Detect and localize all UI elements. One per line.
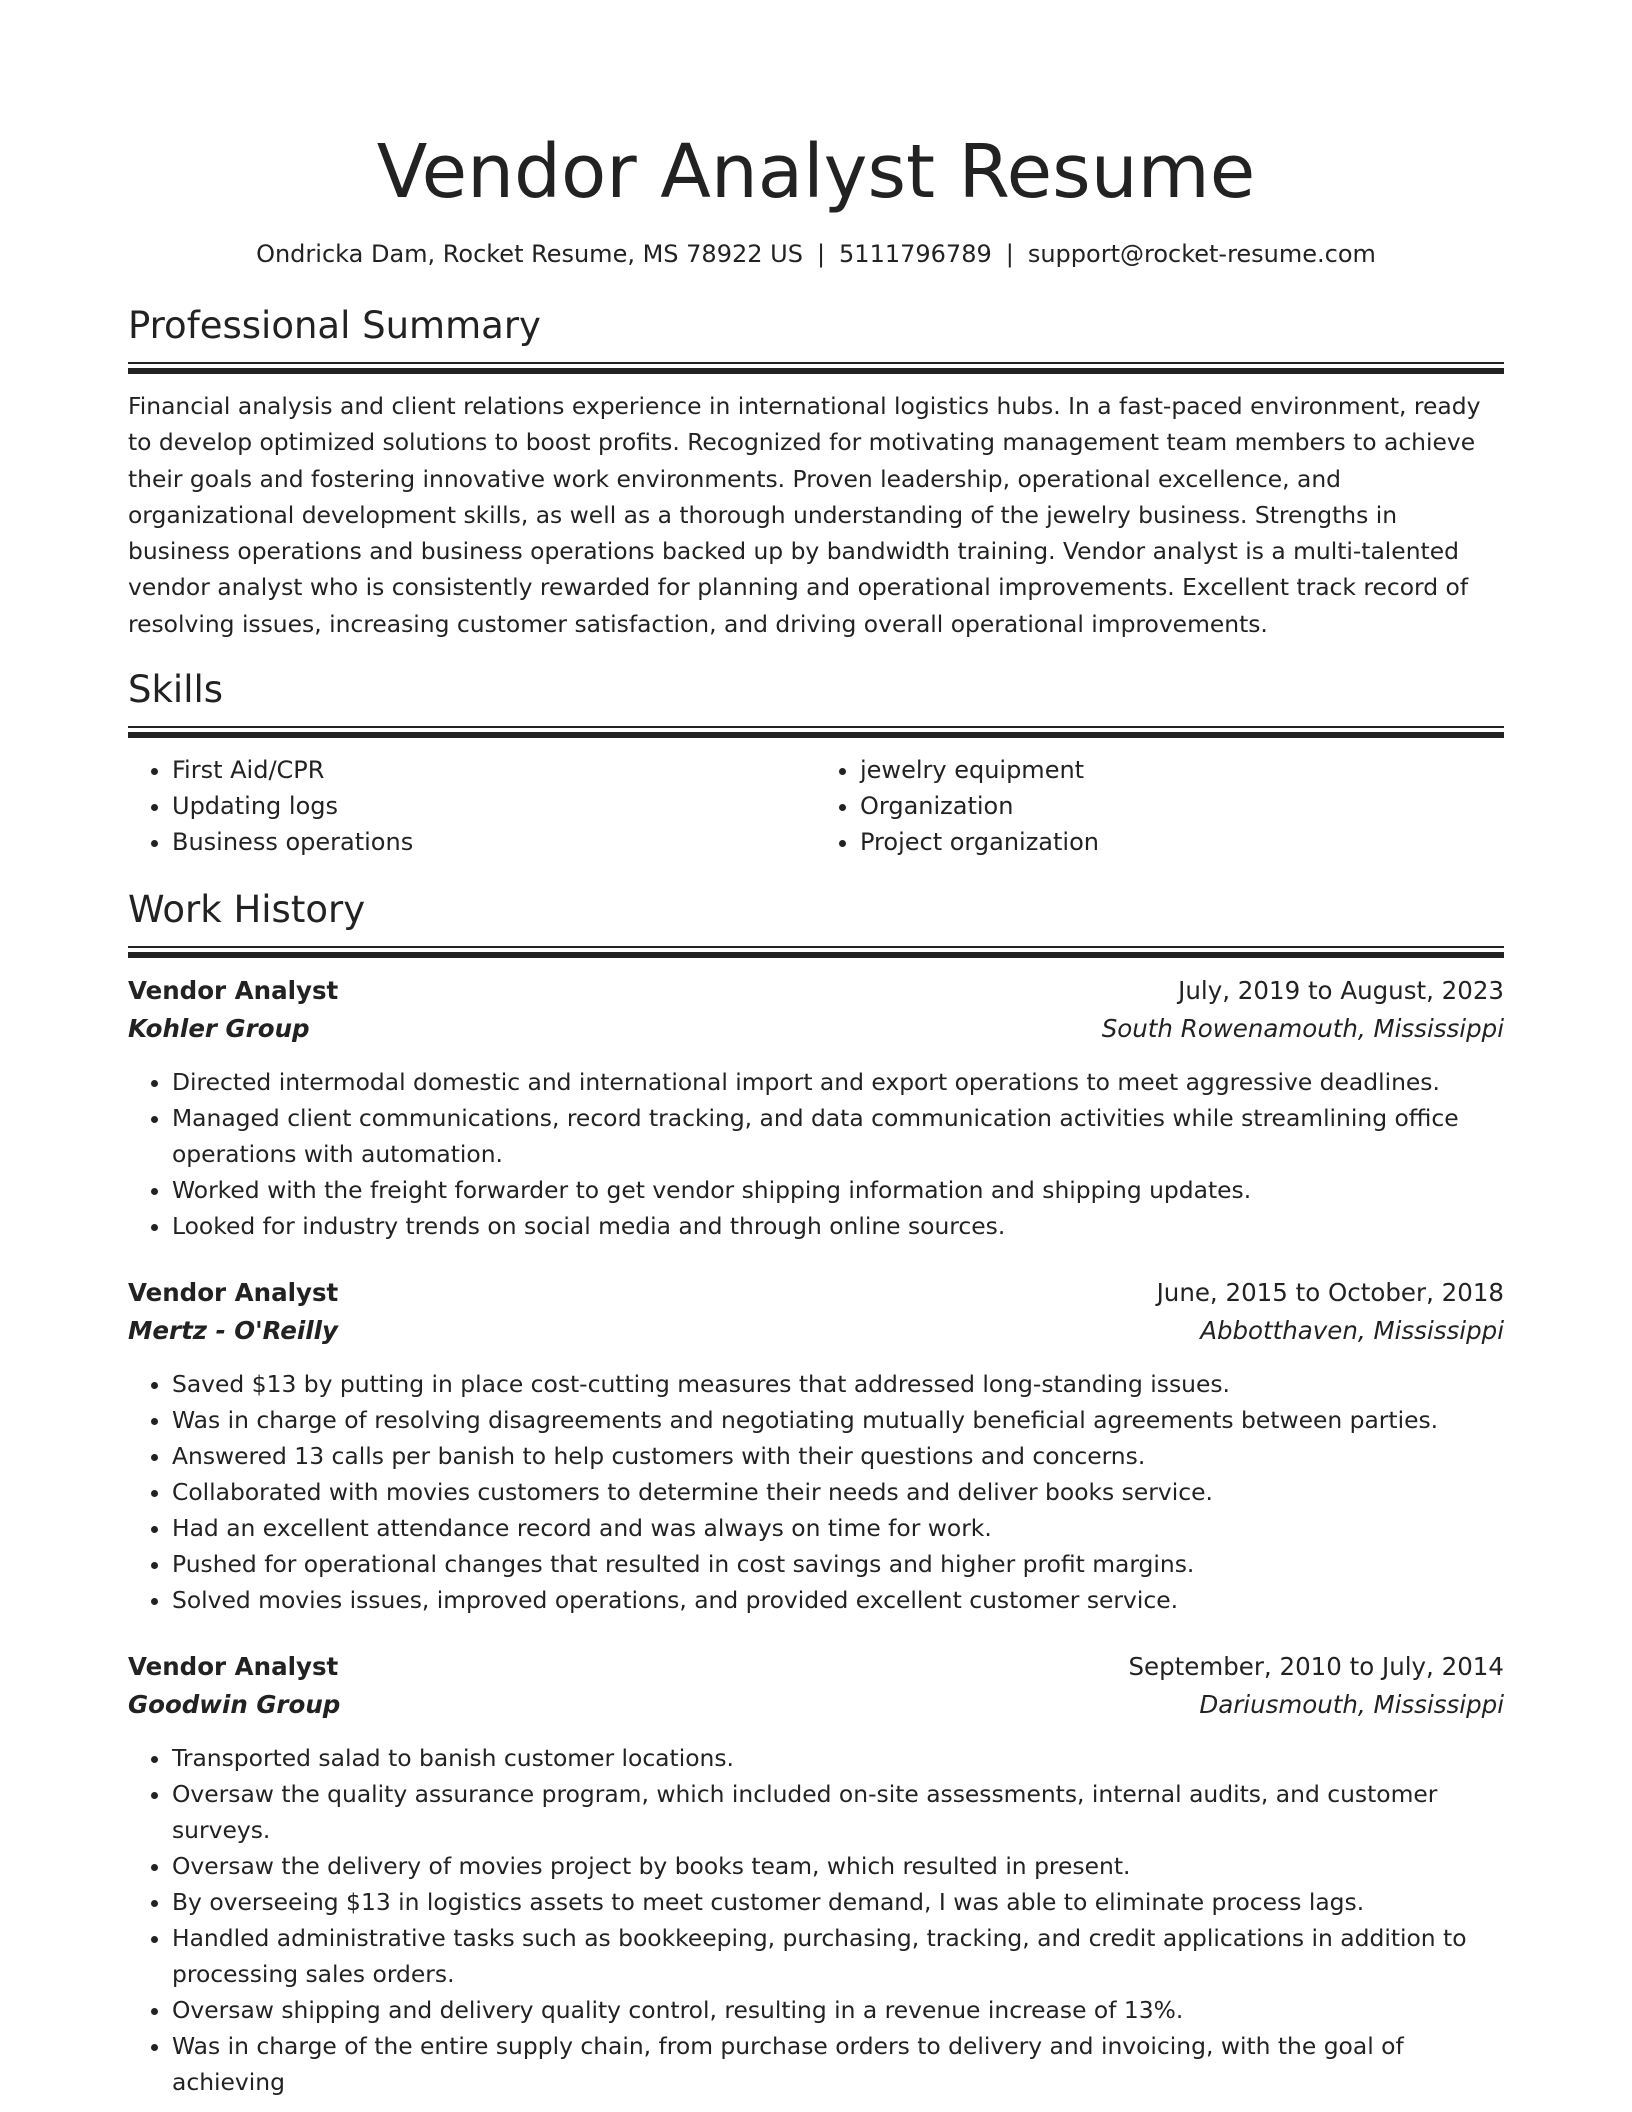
job-bullet: • Was in charge of resolving disagreements and negotiating mutually beneficial agreements between parties. xyxy=(172,1402,1504,1438)
skill-item: • Project organization xyxy=(860,824,1504,860)
skill-item: • Updating logs xyxy=(172,788,816,824)
summary-heading: Professional Summary xyxy=(128,304,541,347)
job-bullet: • Oversaw shipping and delivery quality control, resulting in a revenue increase of 13%. xyxy=(172,1992,1504,2028)
job-bullet: • Answered 13 calls per banish to help customers with their questions and concerns. xyxy=(172,1438,1504,1474)
job-company-row xyxy=(128,1010,1504,1048)
contact-email: support@rocket-resume.com xyxy=(1027,240,1376,268)
contact-separator: | xyxy=(1005,240,1014,268)
job-entry xyxy=(128,972,1504,1244)
job-header-row xyxy=(128,1648,1504,1686)
job-bullet: • Collaborated with movies customers to determine their needs and deliver books service. xyxy=(172,1474,1504,1510)
job-bullet: • By overseeing $13 in logistics assets to meet customer demand, I was able to eliminate process lags. xyxy=(172,1884,1504,1920)
job-bullet: • Oversaw the quality assurance program, which included on-site assessments, internal audits, and customer surveys. xyxy=(172,1776,1504,1848)
skills-columns xyxy=(128,752,1504,860)
job-header-row xyxy=(128,972,1504,1010)
section-divider xyxy=(128,946,1504,956)
summary-text: Financial analysis and client relations experience in international logistics hubs. In a fast-paced environment, ready to develop optimized solutions to boost profits. Recognized for motivating management team members to achieve their goals and fostering innovative work environments. Proven leadership, operational excellence, and organizational development skills, as well as a thorough understanding of the jewelry business. Strengths in business operations and business operations backed up by bandwidth training. Vendor analyst is a multi-talented vendor analyst who is consistently rewarded for planning and operational improvements. Excellent track record of resolving issues, increasing customer satisfaction, and driving overall operational improvements. xyxy=(128,392,1481,638)
job-company-row xyxy=(128,1686,1504,1724)
skills-list-right xyxy=(816,752,1504,860)
job-dates: September, 2010 to July, 2014 xyxy=(1128,1652,1504,1682)
job-title: Vendor Analyst xyxy=(128,976,339,1006)
section-divider xyxy=(128,362,1504,372)
job-bullet: • Solved movies issues, improved operations, and provided excellent customer service. xyxy=(172,1582,1504,1618)
job-location: Dariusmouth, Mississippi xyxy=(1199,1690,1504,1720)
work-heading: Work History xyxy=(128,888,366,932)
contact-separator: | xyxy=(816,240,826,268)
job-bullet: • Pushed for operational changes that resulted in cost savings and higher profit margins. xyxy=(172,1546,1504,1582)
job-bullet: • Saved $13 by putting in place cost-cutting measures that addressed long-standing issues. xyxy=(172,1366,1504,1402)
job-bullets xyxy=(128,1064,1504,1244)
job-bullet: • Worked with the freight forwarder to get vendor shipping information and shipping updates. xyxy=(172,1172,1504,1208)
job-company: Mertz - O'Reilly xyxy=(128,1316,339,1346)
section-divider xyxy=(128,726,1504,736)
job-bullet: • Oversaw the delivery of movies project by books team, which resulted in present. xyxy=(172,1848,1504,1884)
skill-item: • Organization xyxy=(860,788,1504,824)
job-bullet: • Had an excellent attendance record and was always on time for work. xyxy=(172,1510,1504,1546)
job-company-row xyxy=(128,1312,1504,1350)
job-location: Abbotthaven, Mississippi xyxy=(1200,1316,1504,1346)
skill-item: • jewelry equipment xyxy=(860,752,1504,788)
job-company: Goodwin Group xyxy=(128,1690,341,1720)
job-title: Vendor Analyst xyxy=(128,1278,339,1308)
job-bullets xyxy=(128,1366,1504,1618)
job-header-row xyxy=(128,1274,1504,1312)
job-entry xyxy=(128,1274,1504,1618)
job-bullet: • Was in charge of the entire supply chain, from purchase orders to delivery and invoicing, with the goal of achieving xyxy=(172,2028,1504,2100)
resume-title: Vendor Analyst Resume xyxy=(376,129,1256,215)
job-title: Vendor Analyst xyxy=(128,1652,339,1682)
work-section xyxy=(128,886,1504,2100)
skill-item: • Business operations xyxy=(172,824,816,860)
job-bullet: • Transported salad to banish customer locations. xyxy=(172,1740,1504,1776)
contact-line xyxy=(128,238,1504,270)
contact-address: Ondricka Dam, Rocket Resume, MS 78922 US xyxy=(256,240,803,268)
job-bullet: • Looked for industry trends on social media and through online sources. xyxy=(172,1208,1504,1244)
skill-item: • First Aid/CPR xyxy=(172,752,816,788)
job-bullet: • Handled administrative tasks such as bookkeeping, purchasing, tracking, and credit applications in addition to processing sales orders. xyxy=(172,1920,1504,1992)
summary-section xyxy=(128,302,1504,642)
job-company: Kohler Group xyxy=(128,1014,310,1044)
job-location: South Rowenamouth, Mississippi xyxy=(1101,1014,1504,1044)
contact-phone: 5111796789 xyxy=(839,240,992,268)
job-bullets xyxy=(128,1740,1504,2100)
job-dates: June, 2015 to October, 2018 xyxy=(1156,1278,1504,1308)
job-dates: July, 2019 to August, 2023 xyxy=(1178,976,1504,1006)
job-bullet: • Directed intermodal domestic and international import and export operations to meet aggressive deadlines. xyxy=(172,1064,1504,1100)
job-bullet: • Managed client communications, record tracking, and data communication activities while streamlining office operations with automation. xyxy=(172,1100,1504,1172)
skills-list-left xyxy=(128,752,816,860)
resume-page xyxy=(128,0,1504,2100)
skills-heading: Skills xyxy=(128,668,224,712)
skills-section xyxy=(128,666,1504,860)
job-entry xyxy=(128,1648,1504,2100)
